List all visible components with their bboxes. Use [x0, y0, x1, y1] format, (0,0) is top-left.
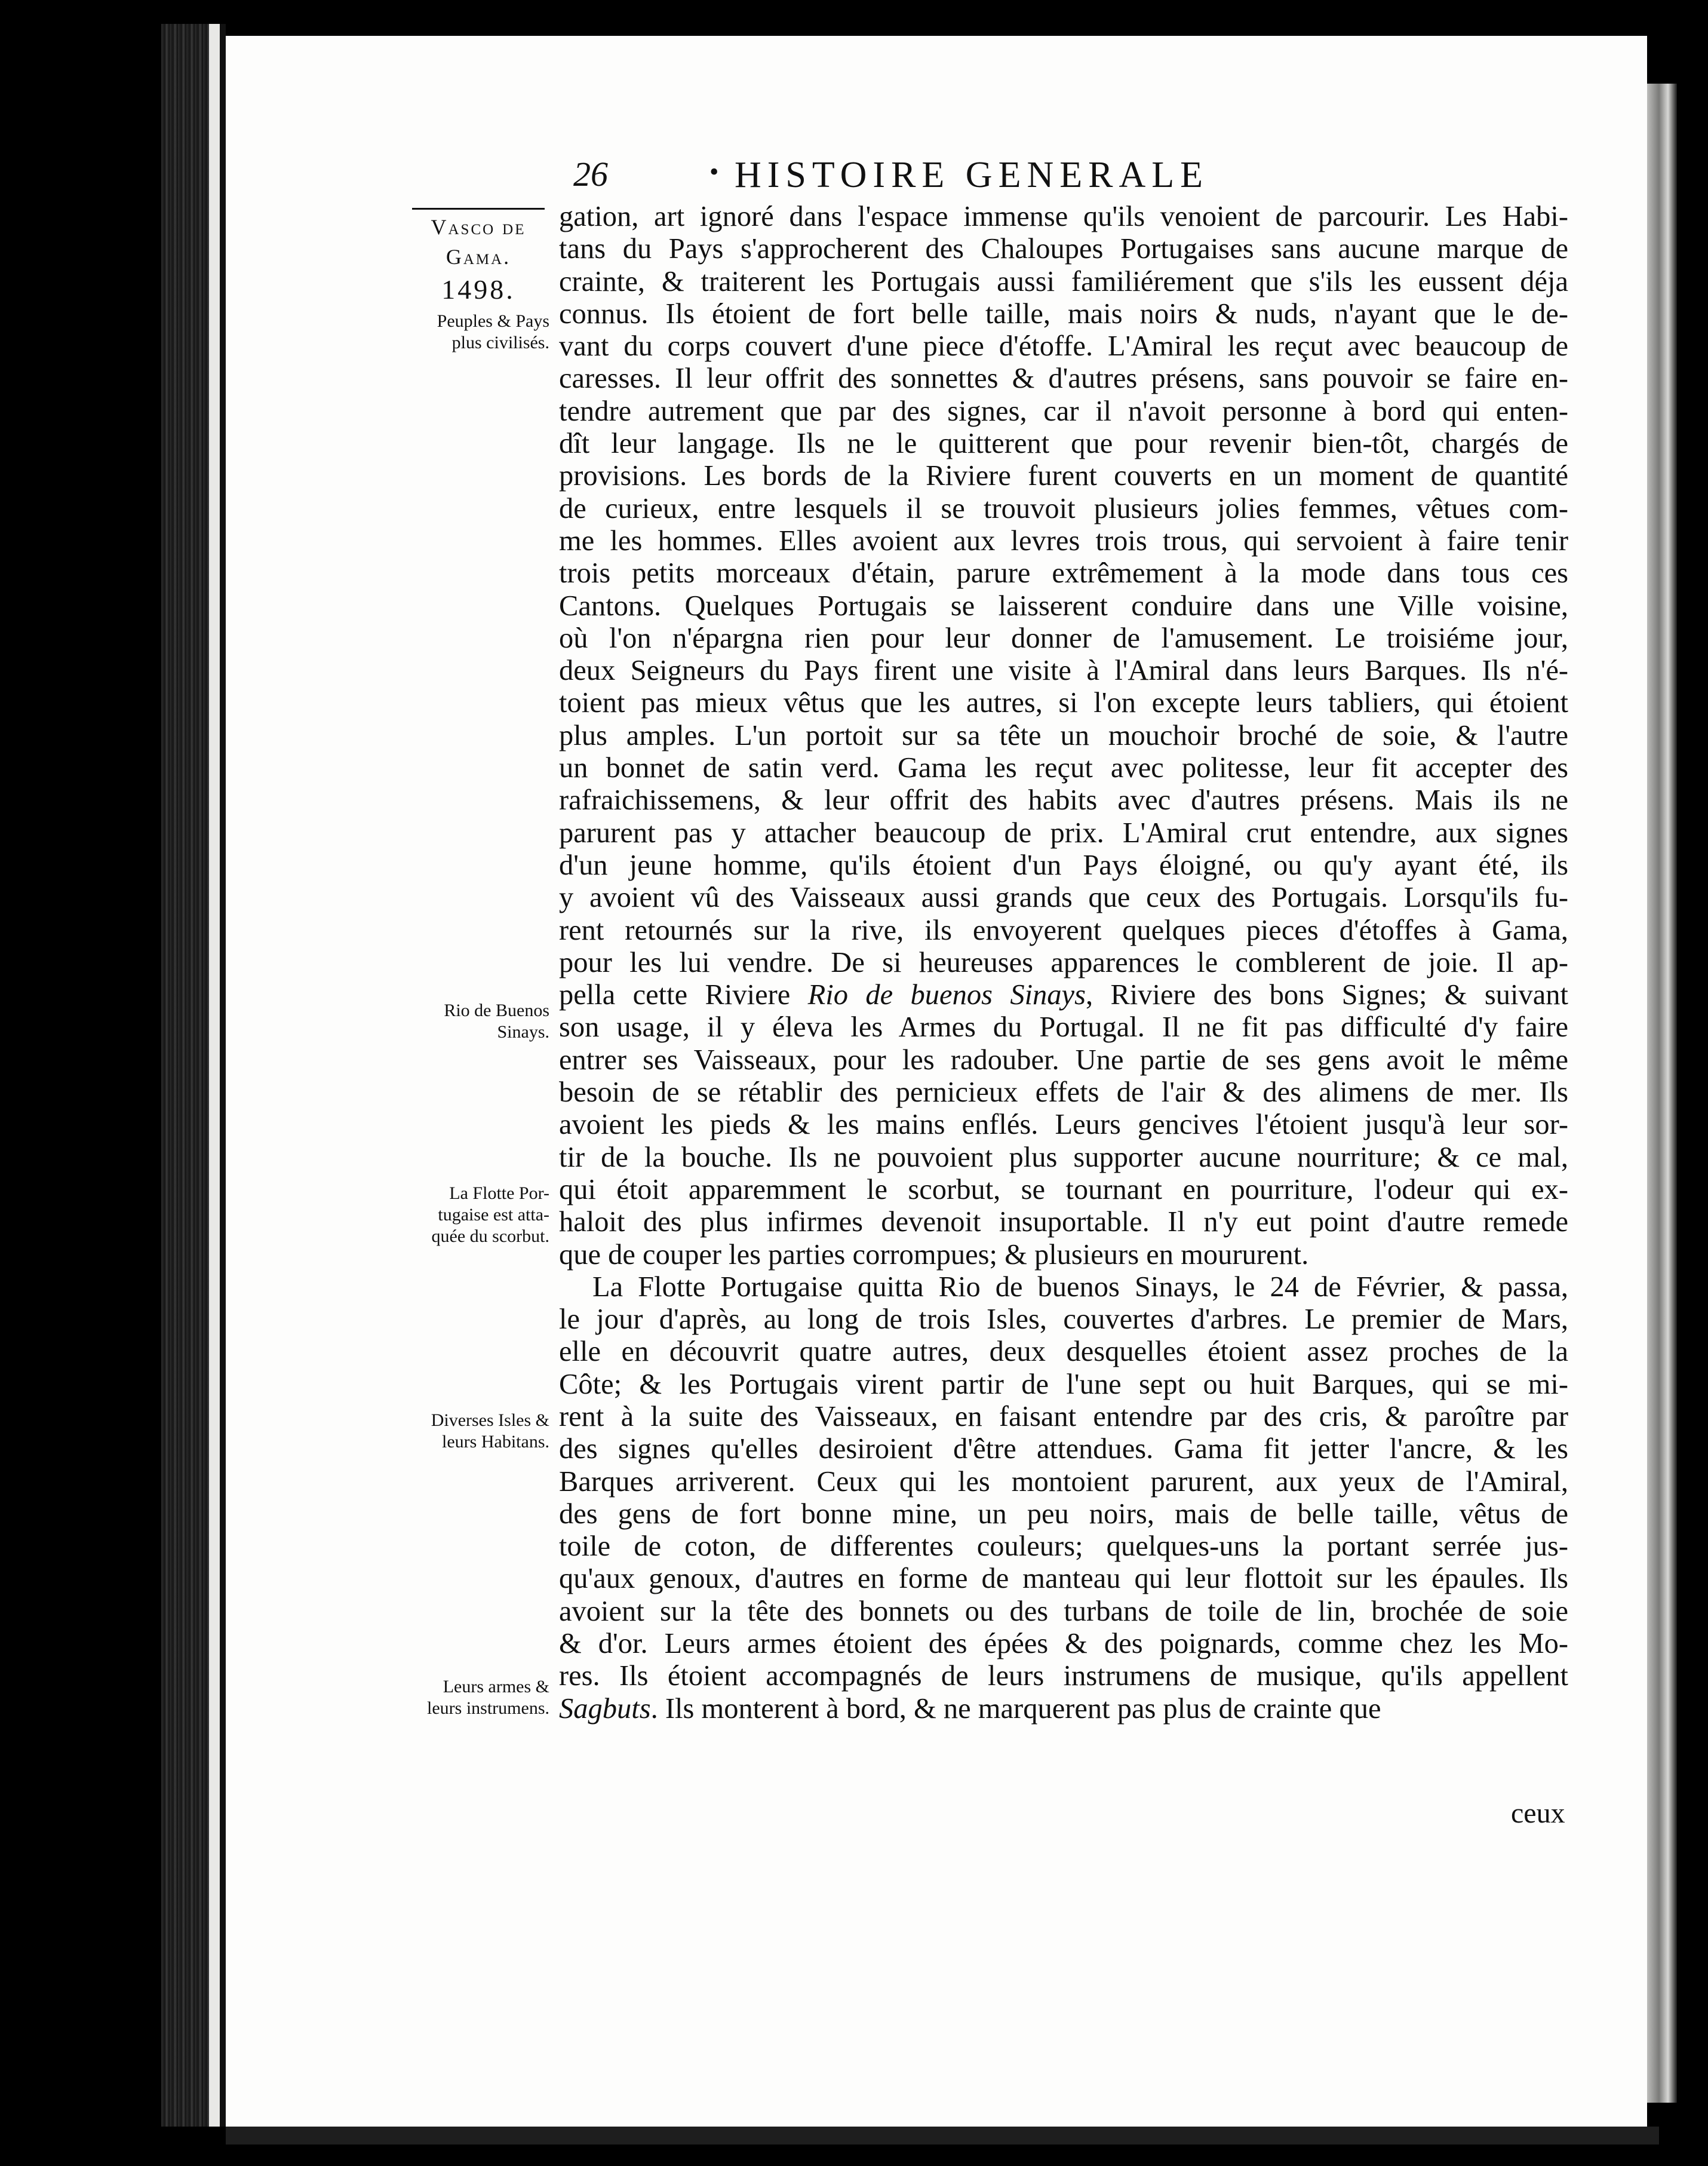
margin-note-line: La Flotte Por-: [449, 1183, 549, 1203]
text-line: crainte, & traiterent les Portugais aussi familiérement que s'ils les eussent déja: [559, 265, 1568, 297]
text-line: entrer ses Vaisseaux, pour les radouber. Une partie de ses gens avoit le même: [559, 1044, 1568, 1076]
text-line: besoin de se rétablir des pernicieux effets de l'air & des alimens de mer. Ils: [559, 1076, 1568, 1109]
margin-header-name: Vasco de: [431, 215, 526, 239]
text-line: toient pas mieux vêtus que les autres, si l'on excepte leurs tabliers, qui étoient: [559, 687, 1568, 719]
page-right-edge: [1647, 84, 1677, 2103]
margin-note-peuples: [382, 311, 549, 354]
text-line: des gens de fort bonne mine, un peu noirs, mais de belle taille, vêtus de: [559, 1498, 1568, 1530]
body-text: [559, 201, 1568, 1725]
text-line: vant du corps couvert d'une piece d'étoffe. L'Amiral les reçut avec beaucoup de: [559, 330, 1568, 363]
margin-note-line: Peuples & Pays: [437, 311, 549, 331]
page-number: 26: [573, 155, 608, 194]
text-line: & d'or. Leurs armes étoient des épées & des poignards, comme chez les Mo-: [559, 1628, 1568, 1660]
margin-note-line: Rio de Buenos: [444, 1001, 549, 1020]
text-line: provisions. Les bords de la Riviere furent couverts en un moment de quantité: [559, 460, 1568, 492]
margin-note-line: quée du scorbut.: [431, 1226, 549, 1246]
running-title: HISTOIRE GENERALE: [735, 155, 1209, 195]
margin-note-line: leurs Habitans.: [442, 1432, 549, 1452]
text-line: son usage, il y éleva les Armes du Portugal. Il ne fit pas difficulté d'y faire: [559, 1011, 1568, 1044]
margin-note-line: tugaise est atta-: [438, 1205, 549, 1225]
italic-phrase: Sagbuts: [559, 1692, 651, 1725]
text-line: rafraichissemens, & leur offrit des habits avec d'autres présens. Mais ils ne: [559, 784, 1568, 817]
text-line: connus. Ils étoient de fort belle taille, mais noirs & nuds, n'ayant que le de-: [559, 297, 1568, 330]
text-line: Cantons. Quelques Portugais se laisserent conduire dans une Ville voisine,: [559, 590, 1568, 622]
text-line: tans du Pays s'approcherent des Chaloupes Portugaises sans aucune marque de: [559, 233, 1568, 265]
text-line: res. Ils étoient accompagnés de leurs instrumens de musique, qu'ils appellent: [559, 1660, 1568, 1692]
text-line: avoient les pieds & les mains enflés. Leurs gencives l'étoient jusqu'à leur sor-: [559, 1109, 1568, 1141]
binding-shadow: [220, 24, 226, 2127]
text-line: de curieux, entre lesquels il se trouvoit plusieurs jolies femmes, vêtues com-: [559, 492, 1568, 524]
text-line: tir de la bouche. Ils ne pouvoient plus supporter aucune nourriture; & ce mal,: [559, 1141, 1568, 1173]
text-line: deux Seigneurs du Pays firent une visite à l'Amiral dans leurs Barques. Ils n'é-: [559, 655, 1568, 687]
text-line: un bonnet de satin verd. Gama les reçut avec politesse, leur fit accepter des: [559, 752, 1568, 784]
margin-header-note: [412, 208, 545, 308]
running-head-bullet: •: [709, 157, 719, 186]
margin-note-flotte: [382, 1183, 549, 1247]
margin-note-rio: [382, 1000, 549, 1043]
text-line: rent à la suite des Vaisseaux, en faisant entendre par des cris, & paroître par: [559, 1400, 1568, 1432]
text-line: Sagbuts. Ils monterent à bord, & ne marquerent pas plus de crainte que: [559, 1692, 1381, 1725]
text-line: Côte; & les Portugais virent partir de l'une sept ou huit Barques, qui se mi-: [559, 1368, 1568, 1400]
margin-header-year: 1498.: [441, 274, 515, 305]
text-line: plus amples. L'un portoit sur sa tête un mouchoir broché de soie, & l'autre: [559, 719, 1568, 751]
margin-note-isles: [382, 1410, 549, 1453]
text-line: me les hommes. Elles avoient aux levres trois trous, qui servoient à faire tenir: [559, 524, 1568, 557]
text-line: pour les lui vendre. De si heureuses apparences le comblerent de joie. Il ap-: [559, 946, 1568, 978]
text-line: haloit des plus infirmes devenoit insuportable. Il n'y eut point d'autre remede: [559, 1206, 1568, 1238]
margin-note-armes: [382, 1676, 549, 1719]
margin-note-line: Leurs armes &: [443, 1677, 549, 1696]
text-line: La Flotte Portugaise quitta Rio de buenos Sinays, le 24 de Février, & passa,: [592, 1271, 1568, 1303]
text-line: trois petits morceaux d'étain, parure extrêmement à la mode dans tous ces: [559, 557, 1568, 590]
margin-note-line: Sinays.: [497, 1022, 549, 1042]
text-line: des signes qu'elles desiroient d'être attendues. Gama fit jetter l'ancre, & les: [559, 1433, 1568, 1465]
text-line: elle en découvrit quatre autres, deux desquelles étoient assez proches de la: [559, 1336, 1568, 1368]
text-line: d'un jeune homme, qu'ils étoient d'un Pays éloigné, ou qu'y ayant été, ils: [559, 849, 1568, 881]
text-line: le jour d'après, au long de trois Isles, couvertes d'arbres. Le premier de Mars,: [559, 1303, 1568, 1336]
text-line: qu'aux genoux, d'autres en forme de manteau qui leur flottoit sur les épaules. Ils: [559, 1563, 1568, 1595]
italic-phrase: Rio de buenos Sinays: [807, 979, 1086, 1011]
text-line: caresses. Il leur offrit des sonnettes & d'autres présens, sans pouvoir se faire en-: [559, 363, 1568, 395]
text-line: parurent pas y attacher beaucoup de prix. L'Amiral crut entendre, aux signes: [559, 817, 1568, 849]
text-line: gation, art ignoré dans l'espace immense qu'ils venoient de parcourir. Les Habi-: [559, 201, 1568, 232]
text-line: qui étoit apparemment le scorbut, se tournant en pourriture, l'odeur qui ex-: [559, 1173, 1568, 1205]
text-line: où l'on n'épargna rien pour leur donner de l'amusement. Le troisiéme jour,: [559, 622, 1568, 654]
margin-header-name-2: Gama.: [446, 245, 511, 269]
text-line: Barques arriverent. Ceux qui les montoient parurent, aux yeux de l'Amiral,: [559, 1465, 1568, 1498]
margin-note-line: leurs instrumens.: [427, 1698, 549, 1718]
text-line: que de couper les parties corrompues; & plusieurs en moururent.: [559, 1238, 1309, 1271]
text-line: avoient sur la tête des bonnets ou des turbans de toile de lin, brochée de soie: [559, 1595, 1568, 1627]
text-line: pella cette Riviere Rio de buenos Sinays, Riviere des bons Signes; & suivant: [559, 979, 1568, 1011]
running-head: [573, 154, 1374, 202]
catchword: ceux: [1511, 1797, 1565, 1829]
margin-note-line: Diverses Isles &: [431, 1410, 549, 1430]
text-line: dît leur langage. Ils ne le quitterent que pour revenir bien-tôt, chargés de: [559, 428, 1568, 460]
text-line: toile de coton, de differentes couleurs; quelques-uns la portant serrée jus-: [559, 1530, 1568, 1563]
book-binding: [161, 24, 209, 2127]
binding-edge: [209, 24, 220, 2127]
text-line: y avoient vû des Vaisseaux aussi grands que ceux des Portugais. Lorsqu'ils fu-: [559, 882, 1568, 914]
text-line: tendre autrement que par des signes, car il n'avoit personne à bord qui enten-: [559, 395, 1568, 427]
page-bottom-edge: [226, 2127, 1659, 2144]
text-line: rent retournés sur la rive, ils envoyerent quelques pieces d'étoffes à Gama,: [559, 914, 1568, 946]
margin-note-line: plus civilisés.: [451, 333, 549, 352]
